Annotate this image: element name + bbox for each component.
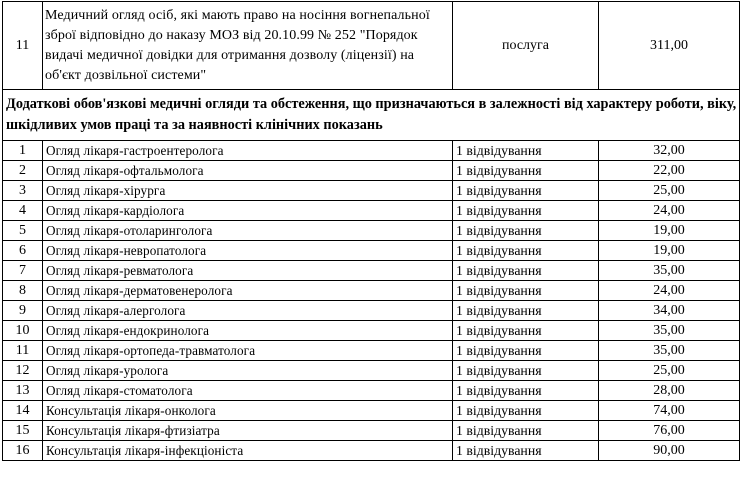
service-price: 24,00 [599, 201, 740, 221]
row-number: 14 [3, 401, 43, 421]
service-name: Огляд лікаря-невропатолога [43, 241, 453, 261]
service-name: Консультація лікаря-онколога [43, 401, 453, 421]
service-name: Огляд лікаря-хірурга [43, 181, 453, 201]
price-table [2, 1, 740, 461]
service-unit: 1 відвідування [453, 361, 599, 381]
table-row [3, 221, 740, 241]
table-row [3, 361, 740, 381]
service-price: 25,00 [599, 181, 740, 201]
row-number: 3 [3, 181, 43, 201]
service-name: Огляд лікаря-ортопеда-травматолога [43, 341, 453, 361]
service-price: 32,00 [599, 141, 740, 161]
service-price: 24,00 [599, 281, 740, 301]
row-number: 4 [3, 201, 43, 221]
service-price: 35,00 [599, 341, 740, 361]
service-name: Медичний огляд осіб, які мають право на носіння вогнепальної зброї відповідно до наказу МОЗ від 20.10.99 № 252 "Порядок видачі медичної довідки для отримання дозволу (ліцензії) на об'єкт дозвільної системи" [43, 2, 453, 90]
table-row [3, 301, 740, 321]
table-row [3, 381, 740, 401]
service-name: Огляд лікаря-кардіолога [43, 201, 453, 221]
row-number: 15 [3, 421, 43, 441]
service-name: Огляд лікаря-отоларинголога [43, 221, 453, 241]
service-unit: 1 відвідування [453, 221, 599, 241]
table-row [3, 181, 740, 201]
service-unit: 1 відвідування [453, 381, 599, 401]
row-number: 11 [3, 2, 43, 90]
service-name: Консультація лікаря-фтизіатра [43, 421, 453, 441]
row-number: 8 [3, 281, 43, 301]
table-row [3, 281, 740, 301]
table-row [3, 141, 740, 161]
service-unit: 1 відвідування [453, 341, 599, 361]
table-row [3, 161, 740, 181]
service-unit: 1 відвідування [453, 181, 599, 201]
service-price: 34,00 [599, 301, 740, 321]
row-number: 16 [3, 441, 43, 461]
service-unit: 1 відвідування [453, 441, 599, 461]
service-name: Консультація лікаря-інфекціоніста [43, 441, 453, 461]
row-number: 10 [3, 321, 43, 341]
service-unit: 1 відвідування [453, 141, 599, 161]
service-unit: 1 відвідування [453, 261, 599, 281]
row-number: 6 [3, 241, 43, 261]
service-price: 76,00 [599, 421, 740, 441]
service-unit: 1 відвідування [453, 281, 599, 301]
service-unit: 1 відвідування [453, 321, 599, 341]
row-number: 7 [3, 261, 43, 281]
table-row [3, 401, 740, 421]
row-number: 5 [3, 221, 43, 241]
service-price: 19,00 [599, 221, 740, 241]
service-name: Огляд лікаря-стоматолога [43, 381, 453, 401]
service-name: Огляд лікаря-уролога [43, 361, 453, 381]
row-number: 11 [3, 341, 43, 361]
service-price: 35,00 [599, 321, 740, 341]
row-number: 1 [3, 141, 43, 161]
service-unit: 1 відвідування [453, 201, 599, 221]
service-name: Огляд лікаря-ревматолога [43, 261, 453, 281]
table-row [3, 441, 740, 461]
table-row [3, 261, 740, 281]
service-unit: 1 відвідування [453, 241, 599, 261]
service-unit: 1 відвідування [453, 401, 599, 421]
service-price: 74,00 [599, 401, 740, 421]
service-price: 90,00 [599, 441, 740, 461]
table-row [3, 2, 740, 90]
row-number: 2 [3, 161, 43, 181]
table-row [3, 321, 740, 341]
service-price: 311,00 [599, 2, 740, 90]
section-title: Додаткові обов'язкові медичні огляди та обстеження, що призначаються в залежності від характеру роботи, віку, шкідливих умов праці та за наявності клінічних показань [3, 90, 740, 141]
service-unit: 1 відвідування [453, 421, 599, 441]
service-name: Огляд лікаря-гастроентеролога [43, 141, 453, 161]
service-name: Огляд лікаря-офтальмолога [43, 161, 453, 181]
service-price: 19,00 [599, 241, 740, 261]
service-name: Огляд лікаря-дерматовенеролога [43, 281, 453, 301]
service-name: Огляд лікаря-алерголога [43, 301, 453, 321]
table-row [3, 241, 740, 261]
row-number: 12 [3, 361, 43, 381]
table-row [3, 201, 740, 221]
service-name: Огляд лікаря-ендокринолога [43, 321, 453, 341]
service-unit: 1 відвідування [453, 301, 599, 321]
service-price: 22,00 [599, 161, 740, 181]
service-unit: послуга [453, 2, 599, 90]
row-number: 13 [3, 381, 43, 401]
service-unit: 1 відвідування [453, 161, 599, 181]
service-price: 35,00 [599, 261, 740, 281]
row-number: 9 [3, 301, 43, 321]
service-price: 28,00 [599, 381, 740, 401]
service-price: 25,00 [599, 361, 740, 381]
table-row [3, 421, 740, 441]
section-header-row [3, 90, 740, 141]
table-row [3, 341, 740, 361]
